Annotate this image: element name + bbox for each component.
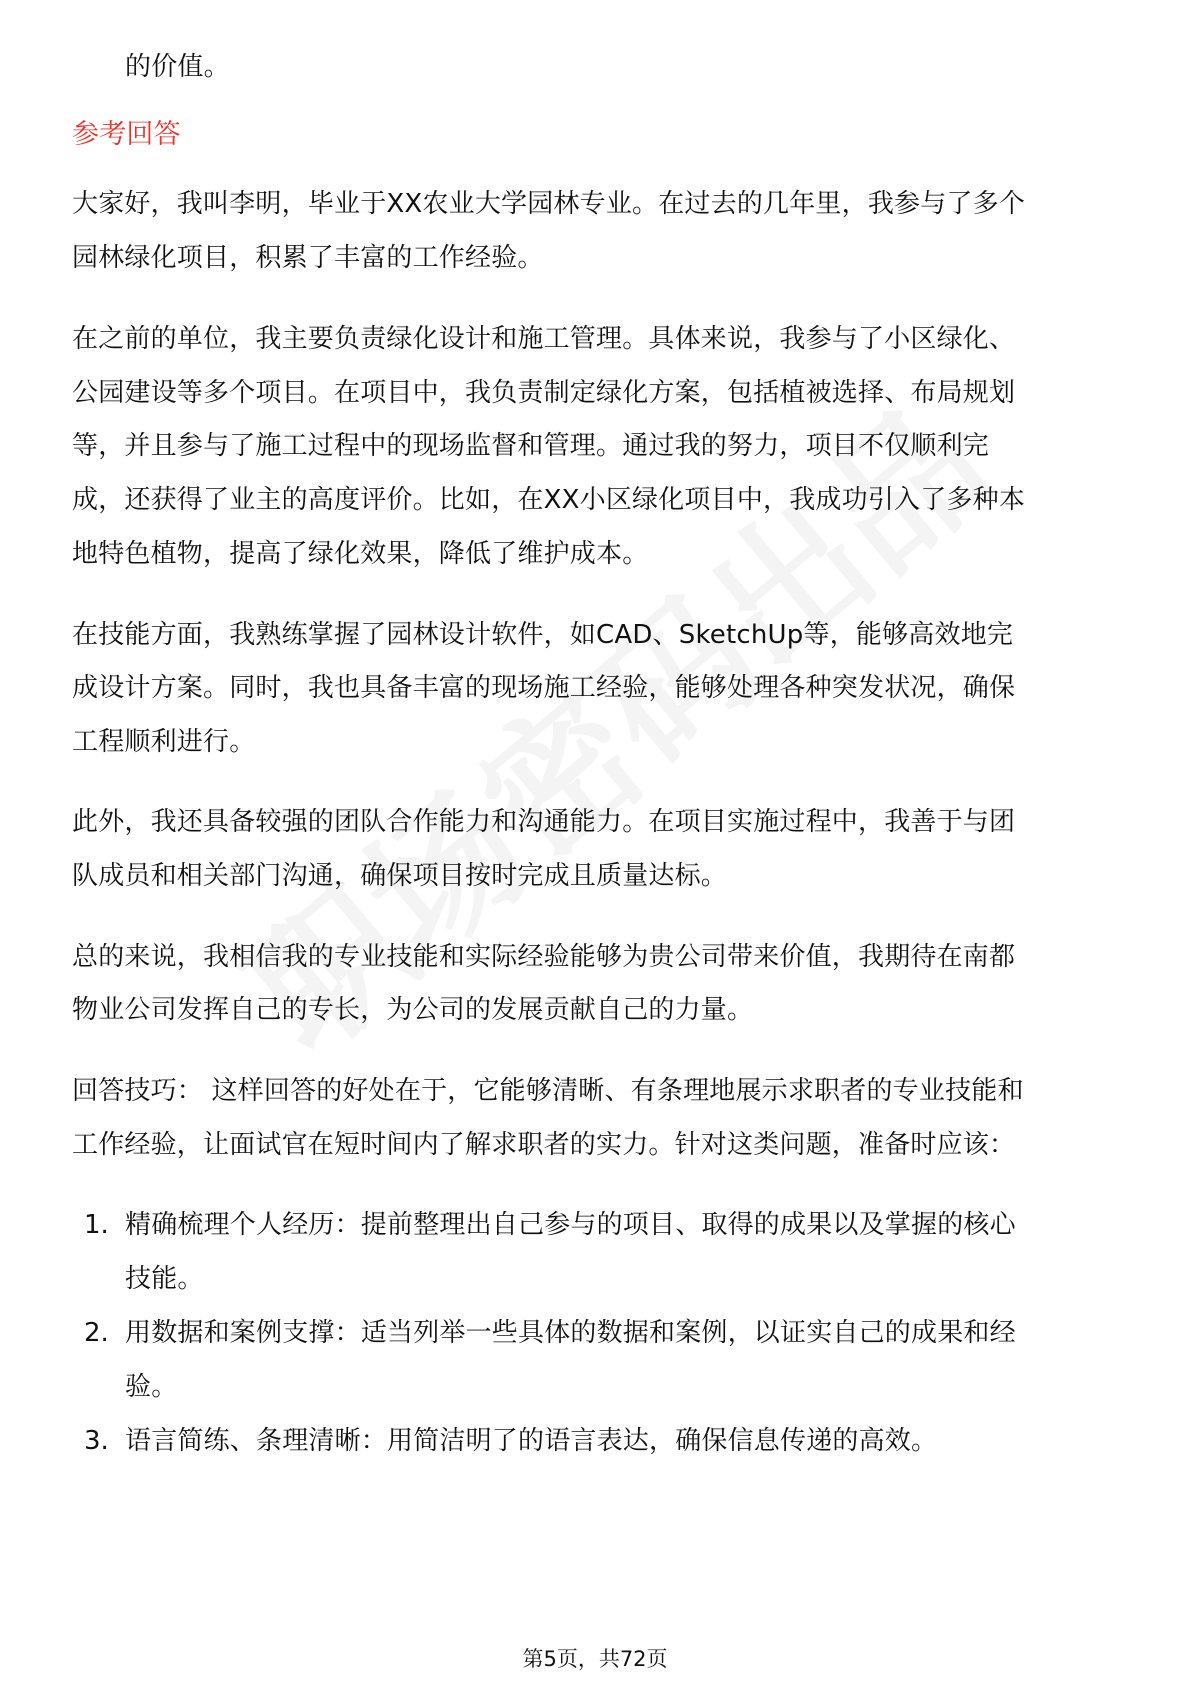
text-line: 大家好，我叫李明，毕业于XX农业大学园林专业。在过去的几年里，我参与了多个 bbox=[72, 189, 1026, 219]
continued-line: 的价值。 bbox=[125, 52, 230, 82]
text-line: 验。 bbox=[125, 1372, 178, 1402]
text-line: 地特色植物，提高了绿化效果，降低了维护成本。 bbox=[72, 539, 649, 569]
text-line: 总的来说，我相信我的专业技能和实际经验能够为贵公司带来价值，我期待在南都 bbox=[72, 942, 1016, 972]
text-line: 物业公司发挥自己的专长，为公司的发展贡献自己的力量。 bbox=[72, 995, 754, 1025]
text-line: 队成员和相关部门沟通，确保项目按时完成且质量达标。 bbox=[72, 861, 728, 891]
text-line: 技能。 bbox=[125, 1264, 204, 1294]
text-line: 成设计方案。同时，我也具备丰富的现场施工经验，能够处理各种突发状况，确保 bbox=[72, 673, 1016, 703]
list-number: 3. bbox=[84, 1426, 109, 1456]
text-line: 语言简练、条理清晰：用简洁明了的语言表达，确保信息传递的高效。 bbox=[125, 1426, 938, 1456]
text-line: 成，还获得了业主的高度评价。比如，在XX小区绿化项目中，我成功引入了多种本 bbox=[72, 485, 1026, 515]
text-line: 在技能方面，我熟练掌握了园林设计软件，如CAD、SketchUp等，能够高效地完 bbox=[72, 620, 1014, 650]
text-line: 工程顺利进行。 bbox=[72, 727, 256, 757]
text-line: 公园建设等多个项目。在项目中，我负责制定绿化方案，包括植被选择、布局规划 bbox=[72, 378, 1016, 408]
text-line: 园林绿化项目，积累了丰富的工作经验。 bbox=[72, 243, 544, 273]
section-heading: 参考回答 bbox=[72, 119, 181, 150]
text-line: 此外，我还具备较强的团队合作能力和沟通能力。在项目实施过程中，我善于与团 bbox=[72, 807, 1016, 837]
list-number: 2. bbox=[84, 1318, 109, 1348]
text-line: 等，并且参与了施工过程中的现场监督和管理。通过我的努力，项目不仅顺利完 bbox=[72, 431, 990, 461]
text-line: 工作经验，让面试官在短时间内了解求职者的实力。针对这类问题，准备时应该： bbox=[72, 1130, 1016, 1160]
text-line: 精确梳理个人经历：提前整理出自己参与的项目、取得的成果以及掌握的核心 bbox=[125, 1210, 1016, 1240]
list-number: 1. bbox=[84, 1210, 109, 1240]
text-line: 用数据和案例支撑：适当列举一些具体的数据和案例，以证实自己的成果和经 bbox=[125, 1318, 1016, 1348]
page-footer: 第5页，共72页 bbox=[522, 1647, 668, 1671]
text-line: 在之前的单位，我主要负责绿化设计和施工管理。具体来说，我参与了小区绿化、 bbox=[72, 324, 1016, 354]
text-line: 回答技巧： 这样回答的好处在于，它能够清晰、有条理地展示求职者的专业技能和 bbox=[72, 1076, 1024, 1106]
